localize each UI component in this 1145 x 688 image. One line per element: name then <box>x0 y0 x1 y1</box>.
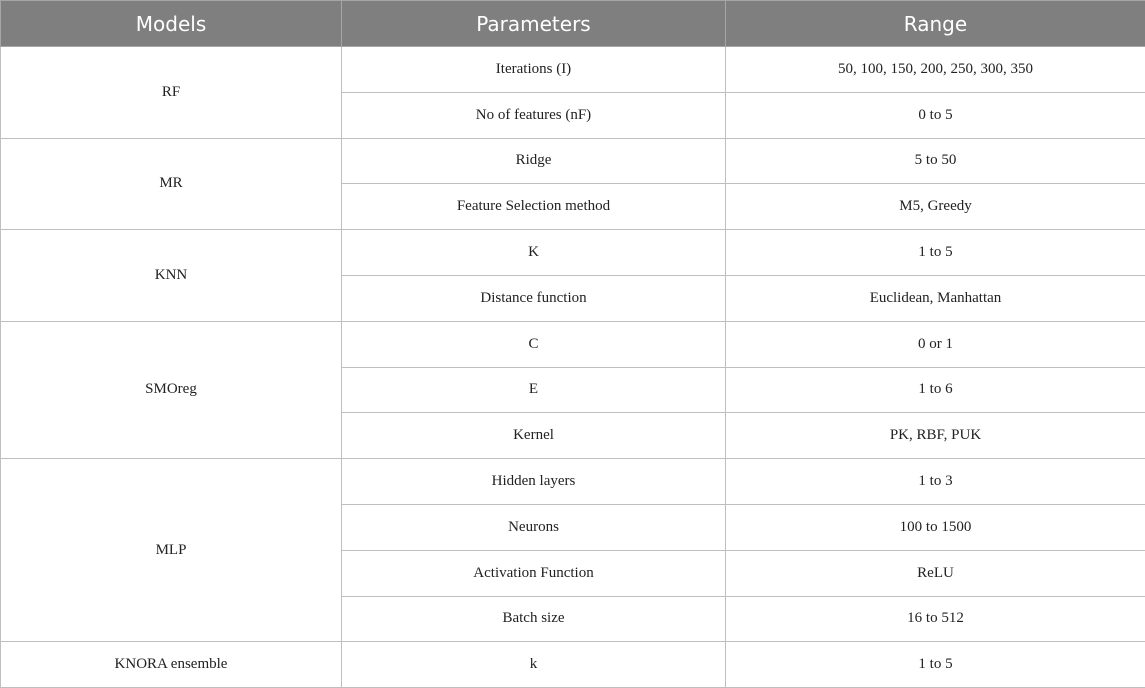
parameter-cell: Batch size <box>342 596 726 642</box>
parameter-cell: E <box>342 367 726 413</box>
parameter-cell: Ridge <box>342 138 726 184</box>
parameter-cell: Hidden layers <box>342 459 726 505</box>
range-cell: 100 to 1500 <box>726 504 1145 550</box>
range-cell: 1 to 6 <box>726 367 1145 413</box>
range-cell: Euclidean, Manhattan <box>726 275 1145 321</box>
range-cell: 0 or 1 <box>726 321 1145 367</box>
range-cell: 5 to 50 <box>726 138 1145 184</box>
table-row <box>1 138 1145 184</box>
range-cell: 1 to 5 <box>726 230 1145 276</box>
range-cell: 1 to 3 <box>726 459 1145 505</box>
parameter-cell: C <box>342 321 726 367</box>
model-cell: MLP <box>1 459 342 642</box>
parameter-cell: K <box>342 230 726 276</box>
header-row <box>1 1 1145 47</box>
model-cell: MR <box>1 138 342 230</box>
header-range: Range <box>726 1 1145 47</box>
table-row <box>1 321 1145 367</box>
parameter-cell: Distance function <box>342 275 726 321</box>
table-row <box>1 47 1145 93</box>
range-cell: M5, Greedy <box>726 184 1145 230</box>
range-cell: ReLU <box>726 550 1145 596</box>
range-cell: 0 to 5 <box>726 92 1145 138</box>
parameter-cell: Kernel <box>342 413 726 459</box>
range-cell: 16 to 512 <box>726 596 1145 642</box>
parameter-cell: Iterations (I) <box>342 47 726 93</box>
table-row <box>1 642 1145 688</box>
model-cell: KNN <box>1 230 342 322</box>
model-cell: SMOreg <box>1 321 342 458</box>
model-cell: KNORA ensemble <box>1 642 342 688</box>
header-models: Models <box>1 1 342 47</box>
range-cell: PK, RBF, PUK <box>726 413 1145 459</box>
model-cell: RF <box>1 47 342 139</box>
table-header <box>1 1 1145 47</box>
range-cell: 50, 100, 150, 200, 250, 300, 350 <box>726 47 1145 93</box>
table-row <box>1 230 1145 276</box>
table-row <box>1 459 1145 505</box>
parameter-cell: Neurons <box>342 504 726 550</box>
parameter-cell: k <box>342 642 726 688</box>
range-cell: 1 to 5 <box>726 642 1145 688</box>
parameter-cell: No of features (nF) <box>342 92 726 138</box>
parameter-cell: Activation Function <box>342 550 726 596</box>
header-parameters: Parameters <box>342 1 726 47</box>
table-body <box>1 47 1145 688</box>
parameter-cell: Feature Selection method <box>342 184 726 230</box>
